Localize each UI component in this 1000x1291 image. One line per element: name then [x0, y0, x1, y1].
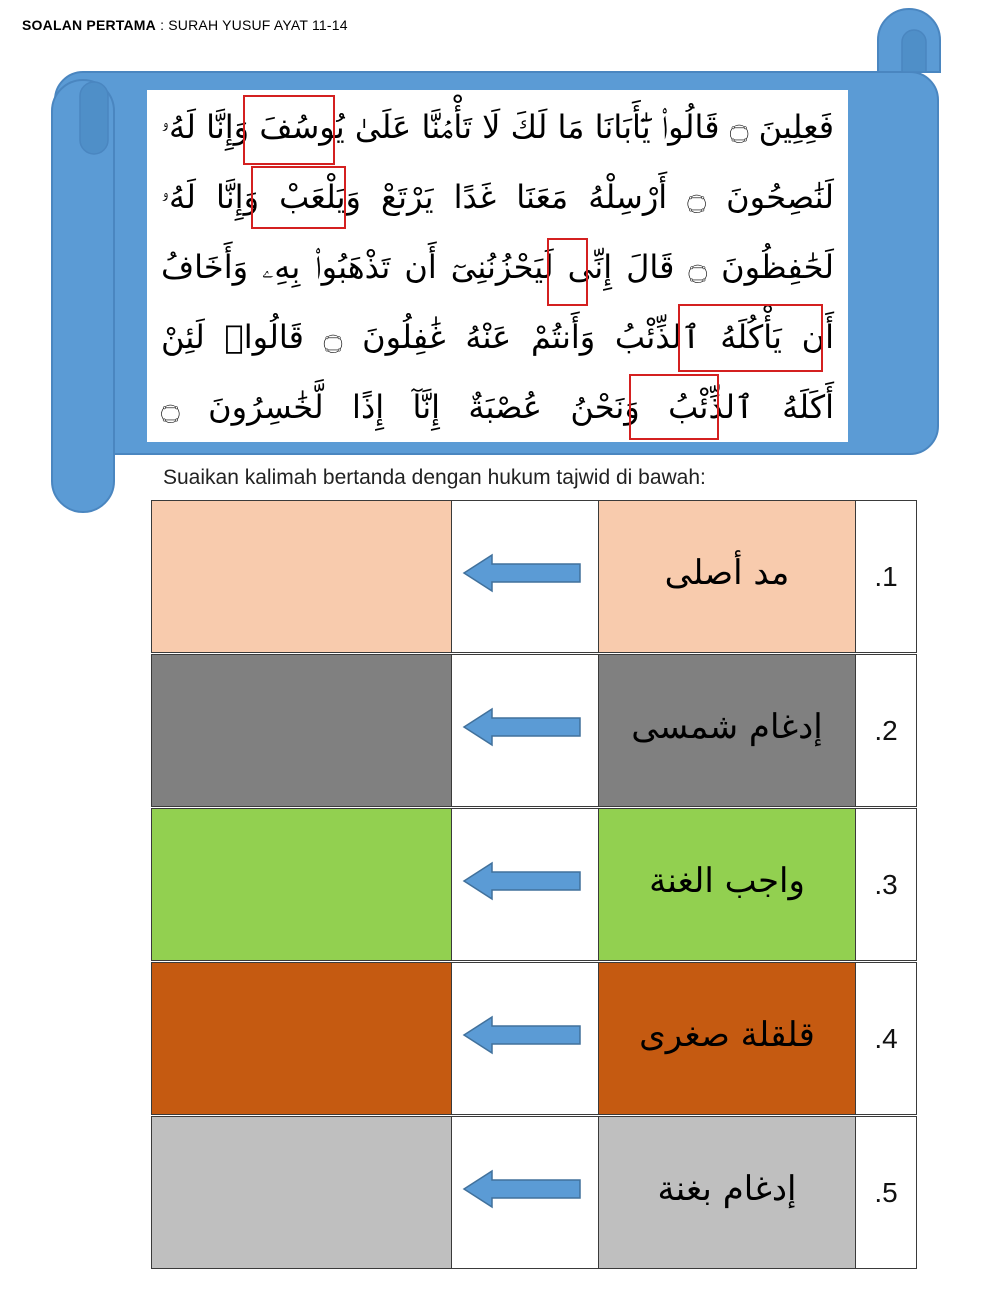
verse-line-3: لَحَٰفِظُونَ ۝ قَالَ إِنِّى لَيَحْزُنُنِىٓ أَن تَذْهَبُوا۟ بِهِۦ وَأَخَافُ	[161, 248, 835, 286]
highlight-box-yusuf[interactable]	[243, 95, 335, 165]
rule-label: واجب الغنة	[649, 860, 805, 901]
table-row	[151, 1116, 917, 1269]
arrow-left-icon	[462, 553, 586, 593]
highlight-box-an-yakulahu[interactable]	[678, 304, 823, 372]
highlight-box-yalab[interactable]	[251, 166, 346, 229]
instruction-text: Suaikan kalimah bertanda dengan hukum tajwid di bawah:	[163, 466, 706, 489]
rule-cell[interactable]	[598, 654, 856, 807]
matching-table	[151, 500, 917, 1268]
row-number: .5	[874, 1176, 898, 1208]
rule-label: مد أصلى	[664, 552, 790, 593]
number-cell	[855, 654, 917, 807]
row-number: .1	[874, 560, 898, 592]
verse-panel	[147, 90, 848, 442]
header-subtitle: : SURAH YUSUF AYAT 11-14	[155, 17, 348, 33]
highlight-box-inni[interactable]	[547, 238, 588, 306]
arrow-left-icon	[462, 707, 586, 747]
verse-line-5: أَكَلَهُ ٱلذِّئْبُ وَنَحْنُ عُصْبَةٌ إِنَّآ إِذًا لَّخَٰسِرُونَ ۝	[161, 388, 834, 426]
arrow-left-icon	[462, 861, 586, 901]
row-number: .4	[874, 1022, 898, 1054]
arrow-cell	[451, 500, 599, 653]
row-number: .2	[874, 714, 898, 746]
rule-cell[interactable]	[598, 808, 856, 961]
verse-line-1: فَعِلِينَ ۝ قَالُوا۟ يَٰٓأَبَانَا مَا لَكَ لَا تَأْمَ۬نَّا عَلَىٰ يُوسُفَ وَإِنَّا لَهُۥ	[161, 108, 835, 146]
row-number: .3	[874, 868, 898, 900]
header-bold-label: SOALAN PERTAMA	[22, 17, 156, 33]
arrow-left-icon	[462, 1015, 586, 1055]
number-cell	[855, 1116, 917, 1269]
answer-drop-cell-3[interactable]	[151, 808, 452, 961]
table-row	[151, 500, 917, 653]
verse-line-2: لَنَٰصِحُونَ ۝ أَرْسِلْهُ مَعَنَا غَدًا يَرْتَعْ وَيَلْعَبْ وَإِنَّا لَهُۥ	[161, 178, 834, 216]
rule-cell[interactable]	[598, 1116, 856, 1269]
table-row	[151, 654, 917, 807]
rule-label: إدغام بغنة	[657, 1168, 797, 1209]
arrow-cell	[451, 962, 599, 1115]
answer-drop-cell-5[interactable]	[151, 1116, 452, 1269]
arrow-cell	[451, 808, 599, 961]
rule-label: إدغام شمسى	[631, 706, 823, 747]
arrow-cell	[451, 654, 599, 807]
answer-drop-cell-2[interactable]	[151, 654, 452, 807]
arrow-left-icon	[462, 1169, 586, 1209]
table-row	[151, 808, 917, 961]
rule-cell[interactable]	[598, 500, 856, 653]
number-cell	[855, 962, 917, 1115]
table-row	[151, 962, 917, 1115]
verse-line-4: أَن يَأْكُلَهُ ٱلذِّئْبُ وَأَنتُمْ عَنْهُ غَٰفِلُونَ ۝ قَالُوا۟ لَئِنْ	[161, 318, 834, 356]
number-cell	[855, 500, 917, 653]
answer-drop-cell-4[interactable]	[151, 962, 452, 1115]
answer-drop-cell-1[interactable]	[151, 500, 452, 653]
rule-cell[interactable]	[598, 962, 856, 1115]
highlight-box-adhdhib[interactable]	[629, 374, 719, 440]
number-cell	[855, 808, 917, 961]
rule-label: قلقلة صغرى	[639, 1014, 815, 1055]
arrow-cell	[451, 1116, 599, 1269]
